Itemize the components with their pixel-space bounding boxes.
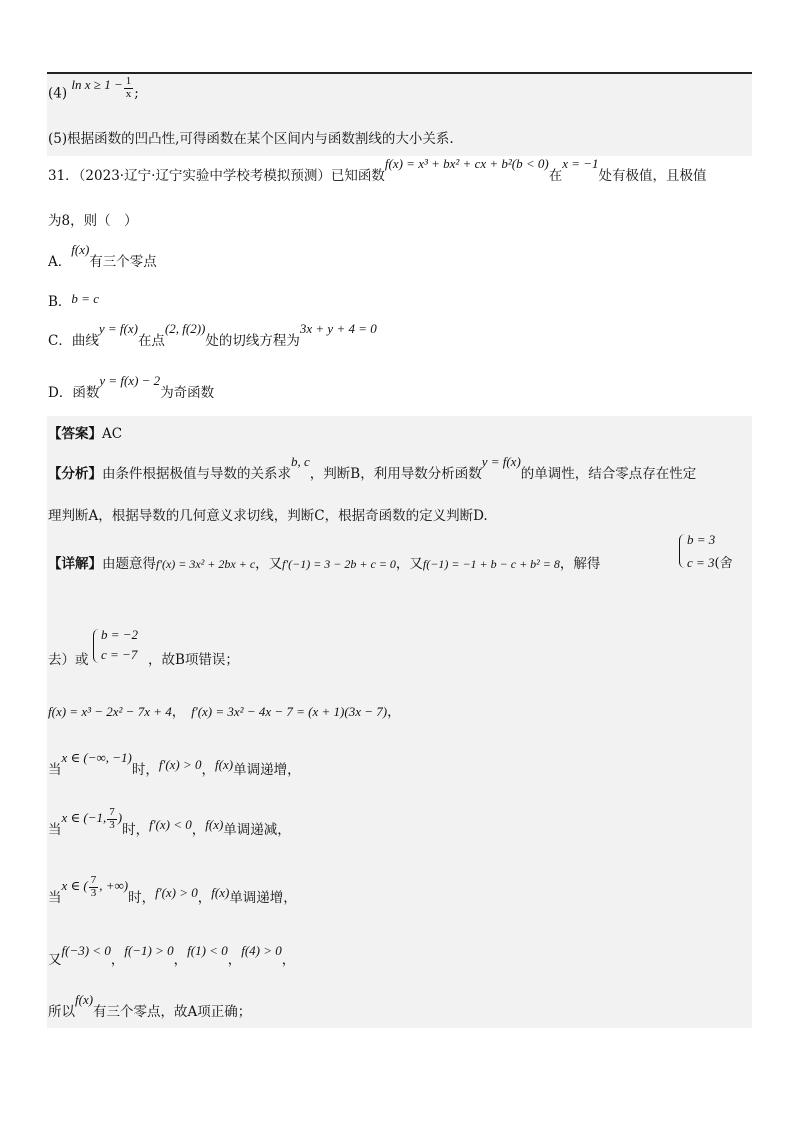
option-c: C．曲线y = f(x)在点(2, f(2))处的切线方程为3x + y + 4 = 0 xyxy=(48,321,377,349)
detail-line1: 【详解】由题意得f′(x) = 3x² + 2bx + c，又f′(−1) = 3 − 2b + c = 0，又f(−1) = −1 + b − c + b² = 8，解得 xyxy=(48,556,601,572)
option-a: A．f(x)有三个零点 xyxy=(48,242,157,270)
interval-3-line: 当x ∈ ( $\frac{7}{3}$ , +∞)时，f′(x) > 0，f(x)单调递增， xyxy=(48,873,297,906)
answer-line: 【答案】AC xyxy=(48,426,123,442)
analysis-line1: 【分析】由条件根据极值与导数的关系求b, c，判断B，利用导数分析函数y = f(x)的单调性，结合零点存在性定 xyxy=(48,454,697,482)
option-d: D．函数y = f(x) − 2为奇函数 xyxy=(48,373,215,401)
question-stem-line2: 为8，则（ ） xyxy=(48,213,138,229)
values-line: 又f(−3) < 0，f(−1) > 0，f(1) < 0，f(4) > 0， xyxy=(48,943,296,968)
b-wrong-text: ，故B项错误； xyxy=(148,652,239,668)
conclusion-line: 所以f(x)有三个零点，故A项正确； xyxy=(48,992,252,1020)
option-b: B．b = c xyxy=(48,291,99,310)
detail-line2: 去）或 xyxy=(48,652,89,668)
question-stem-line1: 31．（2023·辽宁·辽宁实验中学校考模拟预测）已知函数f(x) = x³ + bx² + cx + b²(b < 0)在x = −1处有极值，且极值 xyxy=(48,156,707,184)
interval-1-line: 当x ∈ (−∞, −1)时，f′(x) > 0，f(x)单调递增， xyxy=(48,750,301,778)
item-5: (5)根据函数的凹凸性,可得函数在某个区间内与函数割线的大小关系. xyxy=(48,131,454,147)
detail-line3: f(x) = x³ − 2x² − 7x + 4， f′(x) = 3x² − 4x − 7 = (x + 1)(3x − 7)， xyxy=(48,704,401,720)
item-4: (4) ln x ≥ 1 − $\frac{1}{x}$ ; xyxy=(48,75,139,102)
fraction-1-over-x: $\frac{1}{x}$ xyxy=(125,75,132,100)
interval-2-line: 当x ∈ (−1, $\frac{7}{3}$ )时，f′(x) < 0，f(x)单调递减， xyxy=(48,805,291,838)
analysis-line2: 理判断A，根据导数的几何意义求切线，判断C，根据奇函数的定义判断D. xyxy=(48,508,488,524)
